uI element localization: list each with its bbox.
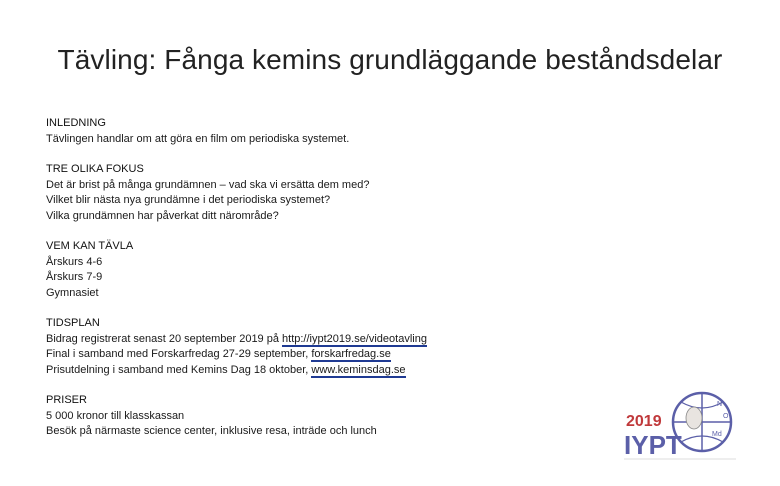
document-body — [46, 116, 566, 455]
text-line: Det är brist på många grundämnen – vad ska vi ersätta dem med? — [46, 178, 370, 191]
section-heading: PRISER — [46, 394, 87, 406]
text-fragment: Prisutdelning i samband med Kemins Dag 18 oktober, — [46, 363, 312, 376]
page-title: Tävling: Fånga kemins grundläggande beståndsdelar — [57, 44, 723, 75]
section-who — [46, 239, 566, 301]
link-keminsdag[interactable]: www.keminsdag.se — [311, 363, 406, 376]
logo-year: 2019 — [626, 413, 662, 430]
section-heading: TRE OLIKA FOKUS — [46, 163, 144, 175]
text-line — [46, 347, 566, 363]
portrait-icon — [686, 407, 702, 429]
text-line: Tävlingen handlar om att göra en film om periodiska systemet. — [46, 132, 350, 145]
section-heading: TIDSPLAN — [46, 317, 100, 329]
section-heading: INLEDNING — [46, 117, 106, 129]
section-prizes — [46, 393, 566, 440]
text-line: Årskurs 4-6 — [46, 255, 103, 268]
logo-symbol: N — [717, 401, 723, 408]
section-focus — [46, 162, 566, 224]
text-line: 5 000 kronor till klasskassan — [46, 409, 185, 422]
text-line: Besök på närmaste science center, inklusive resa, inträde och lunch — [46, 425, 377, 437]
section-schedule — [46, 316, 566, 378]
logo-symbol: Md — [712, 431, 722, 438]
text-fragment: Bidrag registrerat senast 20 september 2019 på — [46, 332, 283, 345]
text-line: Vilket blir nästa nya grundämne i det periodiska systemet? — [46, 194, 331, 206]
link-forskarfredag[interactable]: forskarfredag.se — [311, 348, 391, 360]
section-intro — [46, 116, 566, 147]
text-line — [46, 363, 566, 379]
section-heading: VEM KAN TÄVLA — [46, 240, 134, 252]
text-line: Gymnasiet — [46, 286, 99, 299]
text-line: Årskurs 7-9 — [46, 271, 103, 283]
text-line — [46, 332, 566, 348]
text-line: Vilka grundämnen har påverkat ditt närområde? — [46, 209, 279, 222]
iypt-logo — [622, 384, 738, 462]
link-videotavling[interactable]: http://iypt2019.se/videotavling — [282, 332, 427, 345]
text-fragment: Final i samband med Forskarfredag 27-29 september, — [46, 348, 312, 360]
logo-symbol: O — [723, 413, 729, 420]
logo-name: IYPT — [624, 430, 682, 460]
